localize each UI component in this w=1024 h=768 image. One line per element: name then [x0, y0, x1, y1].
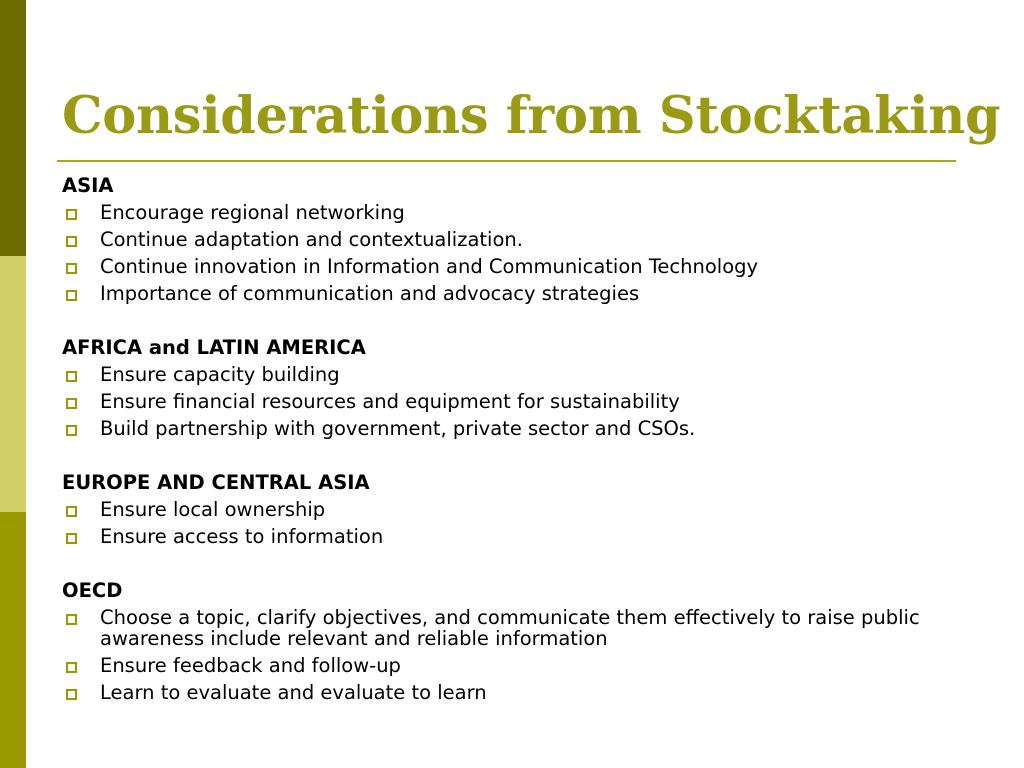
bullet-item [62, 415, 962, 442]
bullet-list [62, 496, 962, 550]
hollow-square-icon [66, 371, 77, 382]
bullet-text: Ensure financial resources and equipment for sustainability [100, 390, 680, 413]
side-bar-top-segment [0, 0, 26, 256]
section-oecd [62, 577, 962, 706]
bullet-text: Continue innovation in Information and Communication Technology [100, 255, 759, 278]
bullet-list [62, 361, 962, 442]
bullet-text: Importance of communication and advocacy strategies [100, 282, 640, 305]
slide-title: Considerations from Stocktaking [62, 86, 1001, 146]
hollow-square-icon [66, 209, 77, 220]
slide-body [62, 172, 962, 733]
bullet-text: Ensure capacity building [100, 363, 340, 386]
bullet-text: Learn to evaluate and evaluate to learn [100, 681, 487, 704]
hollow-square-icon [66, 506, 77, 517]
bullet-item [62, 226, 962, 253]
section-heading: EUROPE AND CENTRAL ASIA [62, 471, 370, 494]
hollow-square-icon [66, 614, 77, 625]
hollow-square-icon [66, 398, 77, 409]
side-bar-bottom-segment [0, 512, 26, 768]
hollow-square-icon [66, 236, 77, 247]
bullet-item [62, 523, 962, 550]
section-heading: OECD [62, 579, 123, 602]
section-heading: ASIA [62, 174, 114, 197]
hollow-square-icon [66, 425, 77, 436]
hollow-square-icon [66, 263, 77, 274]
bullet-item [62, 604, 962, 652]
section-africa-latin-america [62, 334, 962, 442]
bullet-text: Continue adaptation and contextualization. [100, 228, 523, 251]
bullet-item [62, 388, 962, 415]
hollow-square-icon [66, 689, 77, 700]
hollow-square-icon [66, 662, 77, 673]
bullet-item [62, 199, 962, 226]
bullet-text: Build partnership with government, private sector and CSOs. [100, 417, 696, 440]
bullet-item [62, 679, 962, 706]
bullet-list [62, 199, 962, 307]
section-asia [62, 172, 962, 307]
bullet-item [62, 496, 962, 523]
bullet-item [62, 280, 962, 307]
bullet-item [62, 652, 962, 679]
bullet-text: Choose a topic, clarify objectives, and communicate them effectively to raise public awareness include relevant and reliable information [100, 606, 920, 650]
hollow-square-icon [66, 533, 77, 544]
bullet-item [62, 253, 962, 280]
bullet-item [62, 361, 962, 388]
side-bar-middle-segment [0, 256, 26, 512]
bullet-text: Ensure local ownership [100, 498, 326, 521]
bullet-text: Ensure access to information [100, 525, 384, 548]
section-europe-central-asia [62, 469, 962, 550]
side-color-bar [0, 0, 26, 768]
section-heading: AFRICA and LATIN AMERICA [62, 336, 366, 359]
hollow-square-icon [66, 290, 77, 301]
bullet-text: Encourage regional networking [100, 201, 405, 224]
bullet-text: Ensure feedback and follow-up [100, 654, 401, 677]
bullet-list [62, 604, 962, 706]
title-underline [57, 160, 956, 162]
